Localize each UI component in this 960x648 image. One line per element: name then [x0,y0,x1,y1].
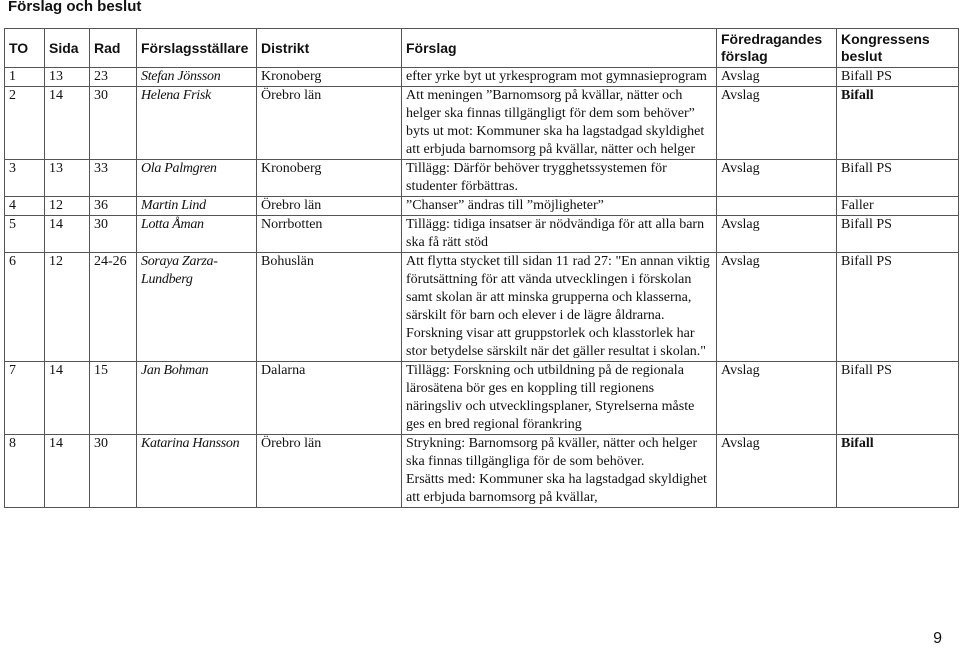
cell-forslagsstallare: Ola Palmgren [137,160,257,197]
cell-forslagsstallare: Stefan Jönsson [137,68,257,87]
cell-to: 4 [5,197,45,216]
cell-foredragandes: Avslag [717,435,837,508]
table-row [5,216,959,253]
cell-foredragandes [717,197,837,216]
table-row [5,197,959,216]
cell-beslut: Bifall PS [837,160,959,197]
table-row [5,160,959,197]
cell-to: 7 [5,362,45,435]
cell-sida: 13 [45,68,90,87]
table-row [5,362,959,435]
cell-sida: 12 [45,253,90,362]
col-header-rad: Rad [90,29,137,68]
cell-distrikt: Kronoberg [257,160,402,197]
cell-to: 6 [5,253,45,362]
col-header-kongressens: Kongressens beslut [837,29,959,68]
cell-forslag: Tillägg: Därför behöver trygghetssystemen för studenter förbättras. [402,160,717,197]
col-header-forslagsstallare: Förslagsställare [137,29,257,68]
cell-forslag: Tillägg: tidiga insatser är nödvändiga för att alla barn ska få rätt stöd [402,216,717,253]
cell-forslagsstallare: Helena Frisk [137,87,257,160]
cell-rad: 24-26 [90,253,137,362]
cell-foredragandes: Avslag [717,253,837,362]
cell-sida: 12 [45,197,90,216]
cell-sida: 14 [45,435,90,508]
cell-foredragandes: Avslag [717,216,837,253]
cell-rad: 30 [90,435,137,508]
col-header-to: TO [5,29,45,68]
col-header-sida: Sida [45,29,90,68]
cell-forslag [402,435,717,508]
cell-sida: 14 [45,216,90,253]
table-row [5,435,959,508]
cell-sida: 14 [45,362,90,435]
cell-forslagsstallare: Lotta Åman [137,216,257,253]
cell-beslut: Faller [837,197,959,216]
cell-rad: 23 [90,68,137,87]
cell-distrikt: Norrbotten [257,216,402,253]
cell-to: 8 [5,435,45,508]
cell-forslag: ”Chanser” ändras till ”möjligheter” [402,197,717,216]
cell-forslag: Tillägg: Forskning och utbildning på de regionala lärosätena bör ges en koppling till regionens näringsliv och utvecklingsplaner, Styrelserna måste ges en bred regional förankring [402,362,717,435]
cell-to: 2 [5,87,45,160]
cell-foredragandes: Avslag [717,87,837,160]
cell-forslagsstallare: Katarina Hansson [137,435,257,508]
cell-sida: 14 [45,87,90,160]
cell-distrikt: Örebro län [257,87,402,160]
page-heading: Förslag och beslut [8,0,142,15]
cell-beslut: Bifall PS [837,253,959,362]
cell-to: 3 [5,160,45,197]
cell-beslut: Bifall PS [837,68,959,87]
cell-forslagsstallare: Jan Bohman [137,362,257,435]
cell-beslut: Bifall [837,435,959,508]
cell-distrikt: Bohuslän [257,253,402,362]
table-row [5,87,959,160]
page-number: 9 [933,630,942,647]
cell-rad: 30 [90,87,137,160]
cell-distrikt: Örebro län [257,435,402,508]
cell-distrikt: Dalarna [257,362,402,435]
cell-sida: 13 [45,160,90,197]
forslag-ersatts: Ersätts med: Kommuner ska ha lagstadgad skyldighet att erbjuda barnomsorg på kvällar, [406,472,707,505]
cell-foredragandes: Avslag [717,68,837,87]
cell-rad: 36 [90,197,137,216]
cell-distrikt: Örebro län [257,197,402,216]
cell-foredragandes: Avslag [717,160,837,197]
col-header-forslag: Förslag [402,29,717,68]
cell-beslut: Bifall [837,87,959,160]
header-row [5,29,959,68]
col-header-distrikt: Distrikt [257,29,402,68]
cell-rad: 15 [90,362,137,435]
cell-to: 1 [5,68,45,87]
cell-foredragandes: Avslag [717,362,837,435]
cell-forslag: Att meningen ”Barnomsorg på kvällar, nätter och helger ska finnas tillgängligt för dem som behöver” byts ut mot: Kommuner ska ha lagstadgad skyldighet att erbjuda barnomsorg på kvällar, nätter och helger [402,87,717,160]
proposals-table [4,28,959,508]
cell-beslut: Bifall PS [837,216,959,253]
forslag-strykning: Strykning: Barnomsorg på kväller, nätter och helger ska finnas tillgängliga för de som behöver. [406,436,698,469]
cell-forslag: efter yrke byt ut yrkesprogram mot gymnasieprogram [402,68,717,87]
cell-forslagsstallare: Martin Lind [137,197,257,216]
cell-to: 5 [5,216,45,253]
cell-forslag: Att flytta stycket till sidan 11 rad 27: "En annan viktig förutsättning för att vända utvecklingen i förskolan samt skolan är att minska grupperna och klasserna, särskilt för barn och elever i de lägre åldrarna. Forskning visar att gruppstorlek och klasstorlek har stor betydelse särskilt när det gäller resultat i skolan." [402,253,717,362]
cell-rad: 30 [90,216,137,253]
cell-beslut: Bifall PS [837,362,959,435]
cell-distrikt: Kronoberg [257,68,402,87]
cell-forslagsstallare: Soraya Zarza-Lundberg [137,253,257,362]
col-header-foredragandes: Föredragandes förslag [717,29,837,68]
table-row [5,68,959,87]
cell-rad: 33 [90,160,137,197]
table-row [5,253,959,362]
